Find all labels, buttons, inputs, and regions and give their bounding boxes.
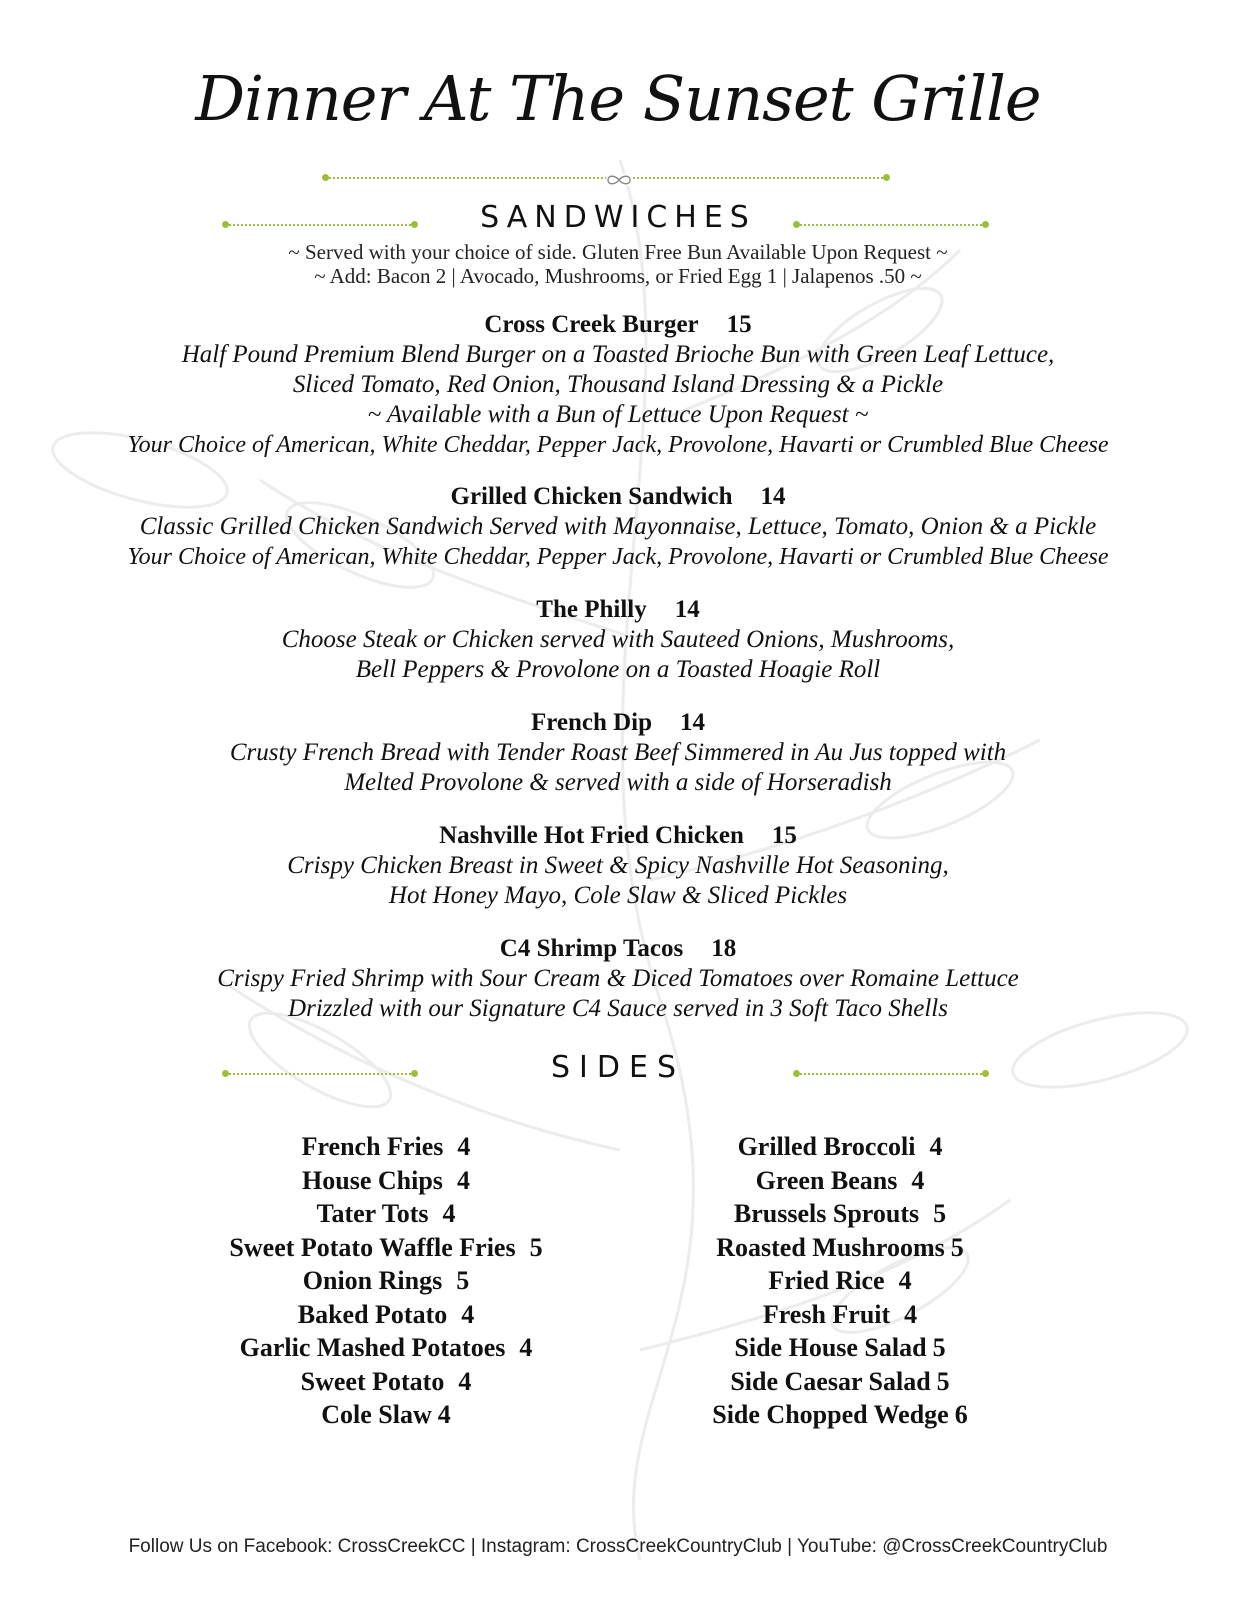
menu-item-nashville-hot-fried-chicken	[0, 821, 1236, 911]
menu-item-grilled-chicken-sandwich	[0, 482, 1236, 572]
side-item: Sweet Potato 4	[300, 1366, 472, 1396]
sandwiches-heading: SANDWICHES	[480, 200, 756, 235]
menu-item-the-philly	[0, 595, 1236, 685]
item-price: 18	[711, 935, 737, 962]
item-price: 14	[760, 483, 786, 510]
item-description: Crusty French Bread with Tender Roast Beef Simmered in Au Jus topped with	[229, 739, 1007, 766]
item-description: Crispy Fried Shrimp with Sour Cream & Diced Tomatoes over Romaine Lettuce	[217, 965, 1019, 992]
side-item: Fresh Fruit 4	[762, 1299, 918, 1329]
item-description: Drizzled with our Signature C4 Sauce served in 3 Soft Taco Shells	[288, 995, 948, 1022]
side-item: Grilled Broccoli 4	[737, 1132, 943, 1161]
item-name: Grilled Chicken Sandwich	[450, 483, 733, 510]
side-item: Garlic Mashed Potatoes 4	[239, 1333, 533, 1362]
sandwiches-note: ~ Served with your choice of side. Gluten Free Bun Available Upon Request ~	[288, 240, 948, 264]
infinity-ornament-icon	[606, 174, 632, 186]
item-description: Sliced Tomato, Red Onion, Thousand Island Dressing & a Pickle	[292, 371, 944, 398]
item-description: Half Pound Premium Blend Burger on a Toasted Brioche Bun with Green Leaf Lettuce,	[181, 341, 1055, 368]
side-item: Sweet Potato Waffle Fries 5	[229, 1232, 543, 1262]
item-name: Cross Creek Burger	[484, 311, 699, 338]
item-description: Your Choice of American, White Cheddar, Pepper Jack, Provolone, Havarti or Crumbled Blue Cheese	[127, 432, 1109, 458]
sides-heading: SIDES	[551, 1050, 685, 1085]
social-media-footer: Follow Us on Facebook: CrossCreekCC | Instagram: CrossCreekCountryClub | YouTube: @CrossCreekCountryClub	[128, 1536, 1108, 1557]
sandwiches-divider-right	[793, 219, 989, 231]
side-item: Baked Potato 4	[297, 1299, 475, 1329]
sandwiches-add-ons-note: ~ Add: Bacon 2 | Avocado, Mushrooms, or Fried Egg 1 | Jalapenos .50 ~	[314, 264, 922, 288]
item-name: The Philly	[536, 596, 647, 623]
item-description: Crispy Chicken Breast in Sweet & Spicy Nashville Hot Seasoning,	[287, 852, 949, 879]
item-price: 14	[674, 596, 700, 623]
side-item: House Chips 4	[302, 1165, 470, 1195]
item-description: Classic Grilled Chicken Sandwich Served with Mayonnaise, Lettuce, Tomato, Onion & a Pickle	[139, 513, 1097, 540]
item-price: 15	[771, 822, 797, 849]
item-name: French Dip	[530, 709, 653, 736]
side-item: Fried Rice 4	[768, 1266, 912, 1295]
item-description: Melted Provolone & served with a side of Horseradish	[344, 769, 892, 796]
sides-divider-right	[793, 1068, 989, 1080]
item-description: Hot Honey Mayo, Cole Slaw & Sliced Pickles	[388, 882, 848, 909]
item-name: C4 Shrimp Tacos	[499, 935, 684, 962]
side-item: Green Beans 4	[755, 1165, 925, 1195]
sides-list-right	[590, 1130, 1090, 1432]
side-item: Tater Tots 4	[316, 1199, 456, 1228]
side-item: Onion Rings 5	[302, 1266, 470, 1295]
page-title: Dinner At The Sunset Grille	[195, 62, 1041, 135]
side-item: Side Caesar Salad 5	[730, 1366, 950, 1396]
menu-item-c4-shrimp-tacos	[0, 934, 1236, 1024]
menu-item-french-dip	[0, 708, 1236, 798]
sides-list-left	[136, 1130, 636, 1432]
side-item: Roasted Mushrooms 5	[716, 1232, 964, 1262]
side-item: Side Chopped Wedge 6	[712, 1400, 968, 1429]
side-item: Brussels Sprouts 5	[733, 1199, 947, 1228]
menu-item-cross-creek-burger	[0, 310, 1236, 460]
side-item: French Fries 4	[301, 1132, 471, 1161]
item-description: ~ Available with a Bun of Lettuce Upon Request ~	[367, 401, 869, 428]
item-price: 15	[726, 311, 752, 338]
item-description: Your Choice of American, White Cheddar, Pepper Jack, Provolone, Havarti or Crumbled Blue Cheese	[127, 544, 1109, 570]
item-description: Bell Peppers & Provolone on a Toasted Hoagie Roll	[355, 656, 881, 683]
side-item: Cole Slaw 4	[321, 1400, 451, 1429]
item-description: Choose Steak or Chicken served with Sauteed Onions, Mushrooms,	[281, 626, 955, 653]
item-name: Nashville Hot Fried Chicken	[439, 822, 744, 849]
side-item: Side House Salad 5	[734, 1333, 946, 1362]
item-price: 14	[680, 709, 706, 736]
